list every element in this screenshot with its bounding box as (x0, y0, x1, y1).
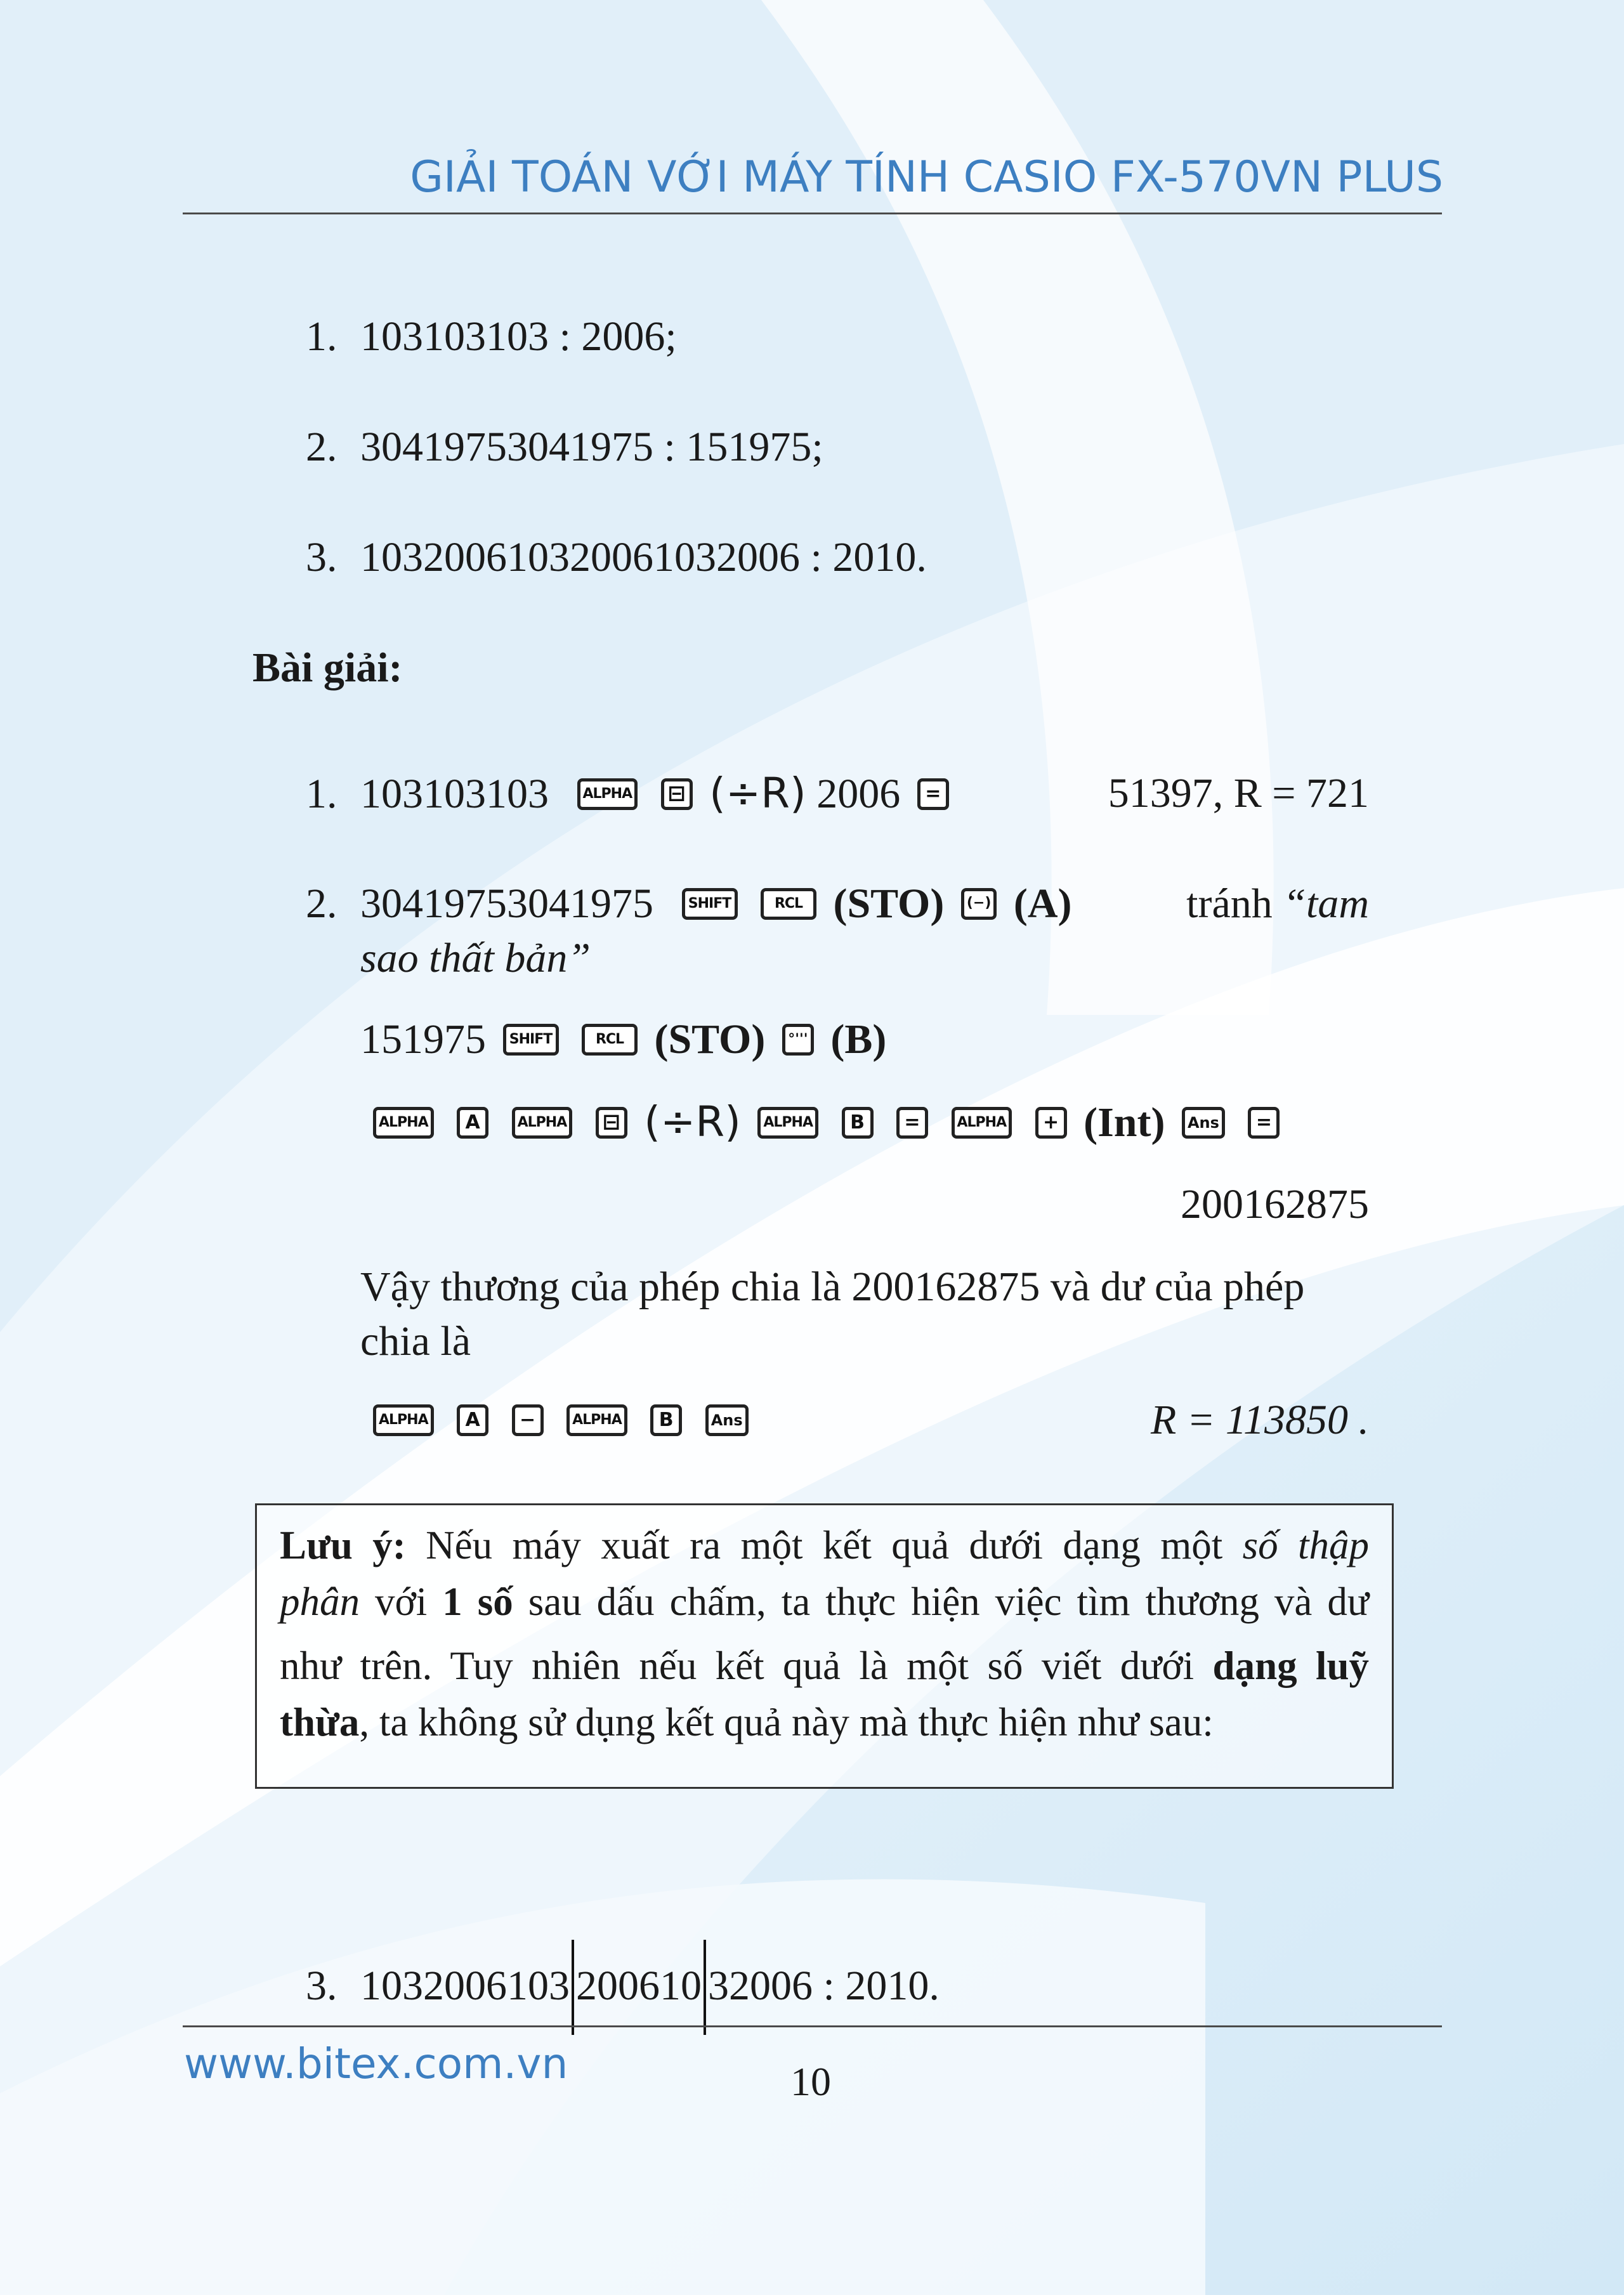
a-key-icon: A (457, 1404, 488, 1436)
header-rule (183, 213, 1442, 214)
page-number: 10 (790, 2059, 831, 2104)
solution-value: 151975 (360, 1016, 486, 1062)
alpha-key-icon: ALPHA (757, 1107, 818, 1139)
solution-number: 1. (306, 771, 337, 817)
solution-2-line-4 (367, 1399, 755, 1441)
shift-key-icon: SHIFT (682, 888, 738, 920)
note-text: như trên. Tuy nhiên nếu kết quả là một số viết dưới (280, 1644, 1195, 1688)
negative-key-icon: (−) (961, 888, 997, 920)
alpha-key-icon: ALPHA (577, 778, 638, 810)
equals-key-icon: = (1248, 1107, 1280, 1139)
header-title: GIẢI TOÁN VỚI MÁY TÍNH CASIO FX-570VN PLUS (410, 152, 1443, 202)
solution-2-result: 200162875 (1181, 1181, 1369, 1227)
note-italic: số thập (1242, 1523, 1370, 1567)
a-label: (A) (1013, 880, 1072, 927)
problem-3-split (306, 1942, 940, 2037)
ans-key-icon: Ans (705, 1404, 749, 1436)
note-text: với (374, 1579, 428, 1624)
solution-number: 2. (306, 880, 337, 927)
problem-text: 30419753041975 : 151975; (360, 424, 823, 470)
conclusion-line-2: chia là (360, 1318, 471, 1364)
alpha-key-icon: ALPHA (952, 1107, 1012, 1139)
sto-label: (STO) (833, 880, 945, 927)
note-italic: phân (280, 1579, 360, 1624)
alpha-key-icon: ALPHA (512, 1107, 573, 1139)
note-bold: thừa (280, 1700, 360, 1744)
solution-2-final-result: R = 113850 . (1151, 1397, 1369, 1443)
footer-url[interactable]: www.bitex.com.vn (184, 2039, 568, 2088)
rcl-key-icon: RCL (761, 888, 816, 920)
conclusion-line-1: Vậy thương của phép chia là 200162875 và dư của phép (360, 1264, 1305, 1310)
problem-number: 3. (306, 534, 337, 580)
sto-label: (STO) (654, 1016, 766, 1062)
footer-rule (183, 2025, 1442, 2027)
note-italic: “tam (1283, 880, 1369, 927)
split-divider (572, 1940, 574, 2035)
note-line-4 (280, 1700, 1369, 1744)
problem-number: 2. (306, 424, 337, 470)
divisor: 2006 (816, 771, 901, 817)
fraction-key-icon: ⊟ (661, 778, 693, 810)
note-bold: dạng luỹ (1212, 1644, 1370, 1688)
solution-heading: Bài giải: (252, 644, 403, 691)
problem-number: 1. (306, 313, 337, 360)
fraction-key-icon: ⊟ (596, 1107, 627, 1139)
note-line-1 (280, 1523, 1370, 1567)
alpha-key-icon: ALPHA (373, 1404, 434, 1436)
note-line-2 (280, 1579, 1370, 1624)
problem-text: 103103103 : 2006; (360, 313, 677, 360)
note-box (255, 1503, 1394, 1789)
solution-2-line-3 (367, 1097, 1286, 1146)
solution-value: 30419753041975 (360, 880, 653, 927)
problem-3 (306, 534, 927, 580)
note-text: , ta không sử dụng kết quả này mà thực hiện như sau: (359, 1700, 1214, 1744)
note-line-3 (280, 1646, 1369, 1686)
div-remainder-label: (÷R) (709, 769, 806, 818)
rcl-key-icon: RCL (582, 1024, 638, 1056)
alpha-key-icon: ALPHA (566, 1404, 627, 1436)
a-key-icon: A (457, 1107, 488, 1139)
equals-key-icon: = (896, 1107, 928, 1139)
split-part-2: 200610 (576, 1963, 702, 2010)
minus-key-icon: − (512, 1404, 544, 1436)
degree-key-icon: °''' (782, 1024, 814, 1056)
solution-value: 103103103 (360, 771, 549, 817)
problem-text: 103200610320061032006 : 2010. (360, 534, 927, 580)
note-label: Lưu ý: (280, 1523, 406, 1567)
solution-2-line-2 (360, 1016, 887, 1062)
solution-1 (306, 769, 955, 818)
ans-key-icon: Ans (1182, 1107, 1225, 1139)
equals-key-icon: = (917, 778, 949, 810)
note-text: tránh (1186, 880, 1273, 927)
b-label: (B) (830, 1016, 887, 1062)
problem-number: 3. (306, 1963, 337, 2010)
solution-2-note-cont: sao thất bản” (360, 935, 591, 981)
problem-2 (306, 426, 823, 468)
shift-key-icon: SHIFT (503, 1024, 559, 1056)
int-label: (Int) (1084, 1099, 1165, 1146)
solution-2-line-1 (306, 880, 1072, 927)
note-bold: 1 số (442, 1579, 513, 1624)
div-remainder-label: (÷R) (644, 1097, 741, 1146)
alpha-key-icon: ALPHA (373, 1107, 434, 1139)
solution-2-note (1186, 880, 1369, 927)
solution-1-result: 51397, R = 721 (1108, 770, 1369, 816)
split-part-1: 1032006103 (360, 1963, 570, 2010)
b-key-icon: B (650, 1404, 682, 1436)
split-part-3: 32006 : 2010. (708, 1963, 940, 2010)
split-divider (704, 1940, 706, 2035)
plus-key-icon: + (1035, 1107, 1067, 1139)
note-text: sau dấu chấm, ta thực hiện việc tìm thương và dư (528, 1579, 1370, 1624)
b-key-icon: B (842, 1107, 874, 1139)
problem-1 (306, 313, 677, 360)
note-text: Nếu máy xuất ra một kết quả dưới dạng một (426, 1523, 1223, 1567)
